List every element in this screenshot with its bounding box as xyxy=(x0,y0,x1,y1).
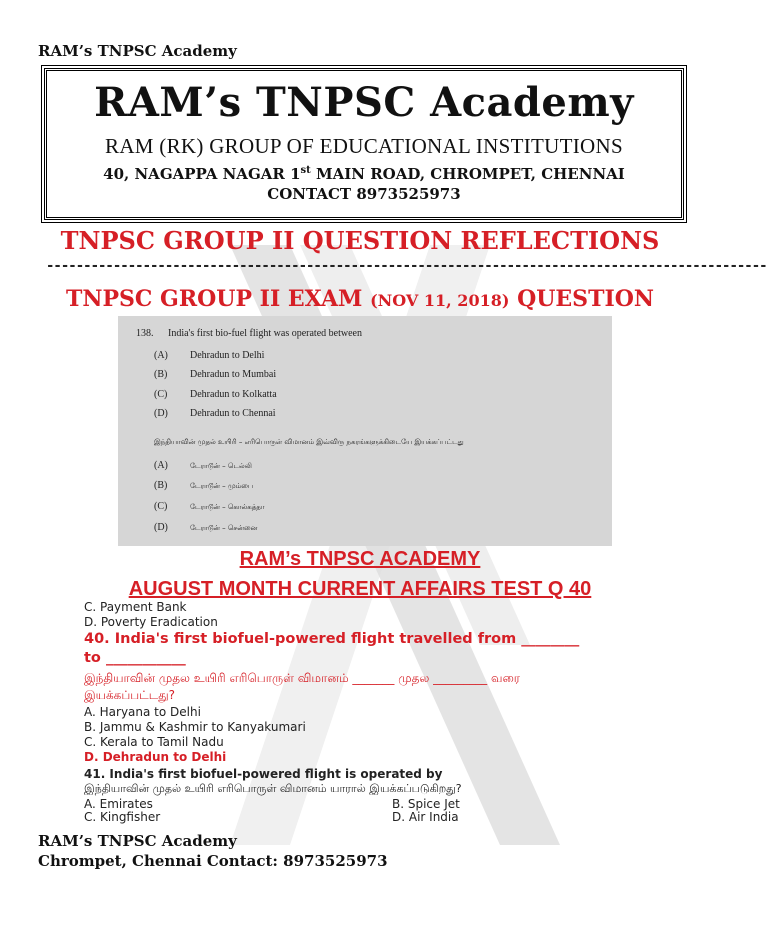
exam-heading xyxy=(0,286,720,312)
q41-tamil-line: இந்தியாவின் முதல் உயிரி எரிபொருள் விமானம் யாரால் இயக்கப்படுகிறது? xyxy=(84,782,462,795)
exam-pre: TNPSC GROUP II EXAM xyxy=(65,286,371,312)
scan-option: (C) Dehradun to Kolkatta xyxy=(154,389,277,400)
exam-date: (NOV 11, 2018) xyxy=(370,291,510,310)
header-box xyxy=(44,68,684,220)
q41-line: 41. India's first biofuel-powered flight is operated by xyxy=(84,767,443,781)
q41-option-a: A. Emirates xyxy=(84,797,153,811)
scan-option: (B) Dehradun to Mumbai xyxy=(154,369,277,380)
august-test-heading: AUGUST MONTH CURRENT AFFAIRS TEST Q 40 xyxy=(128,578,592,600)
scan-question xyxy=(136,328,362,339)
footer-academy: RAM’s TNPSC Academy xyxy=(38,832,237,850)
exam-post: QUESTION xyxy=(509,286,655,312)
dash-divider: ------------------------------------------------------------------------------------------------- xyxy=(46,258,767,274)
scan-option: (D) Dehradun to Chennai xyxy=(154,408,276,419)
scan-qnum: 138. xyxy=(136,328,154,339)
q40-answer: D. Dehradun to Delhi xyxy=(84,750,227,764)
scanned-question xyxy=(118,316,612,546)
top-label: RAM’s TNPSC Academy xyxy=(38,42,237,60)
address-sup: st xyxy=(300,165,311,176)
q40-line1: 40. India's first biofuel-powered flight travelled from ________ xyxy=(84,631,580,647)
scan-tamil-option: (C) டேராடூன் – கொல்கத்தா xyxy=(154,501,265,512)
address-post: MAIN ROAD, CHROMPET, CHENNAI xyxy=(310,165,625,183)
scan-tamil-option: (A) டேராடூன் – டெல்லி xyxy=(154,460,252,471)
scan-tamil-question: இந்தியாவின் முதல் உயிரி – எரிபொருள் விமானம் இவ்விரு நகரங்களுக்கிடையே இயக்கப்பட்டது xyxy=(154,438,464,446)
scan-tamil-option: (D) டேராடூன் – சென்னை xyxy=(154,522,258,533)
scan-option: (A) Dehradun to Delhi xyxy=(154,350,265,361)
prev-option-c: C. Payment Bank xyxy=(84,600,187,614)
q41-option-c: C. Kingfisher xyxy=(84,810,161,824)
q40-line2: to ___________ xyxy=(84,650,186,666)
prev-option-d: D. Poverty Eradication xyxy=(84,615,218,629)
q40-option-b: B. Jammu & Kashmir to Kanyakumari xyxy=(84,720,306,734)
academy-red-heading: RAM’s TNPSC ACADEMY xyxy=(239,548,481,570)
group-line: RAM (RK) GROUP OF EDUCATIONAL INSTITUTIONS xyxy=(105,134,623,158)
q41-option-b: B. Spice Jet xyxy=(392,797,460,811)
footer-contact: Chrompet, Chennai Contact: 8973525973 xyxy=(38,852,388,870)
academy-title: RAM’s TNPSC Academy xyxy=(94,79,634,126)
address-pre: 40, NAGAPPA NAGAR 1 xyxy=(103,165,301,183)
address-line xyxy=(47,165,681,183)
reflections-heading: TNPSC GROUP II QUESTION REFLECTIONS xyxy=(60,226,660,255)
scan-tamil-option: (B) டேராடூன் – மும்பை xyxy=(154,480,254,491)
q41-option-d: D. Air India xyxy=(392,810,459,824)
q40-tamil-line2: இயக்கப்பட்டது? xyxy=(84,688,176,702)
q40-option-c: C. Kerala to Tamil Nadu xyxy=(84,735,224,749)
test-excerpt xyxy=(84,600,674,824)
scan-question-text: India's first bio-fuel flight was operated between xyxy=(168,328,362,339)
contact-line: CONTACT 8973525973 xyxy=(267,185,461,203)
q40-option-a: A. Haryana to Delhi xyxy=(84,705,201,719)
q40-tamil-line1: இந்தியாவின் முதல உயிரி எரிபொருள் விமானம் _______ முதல _________ வரை xyxy=(84,671,521,685)
